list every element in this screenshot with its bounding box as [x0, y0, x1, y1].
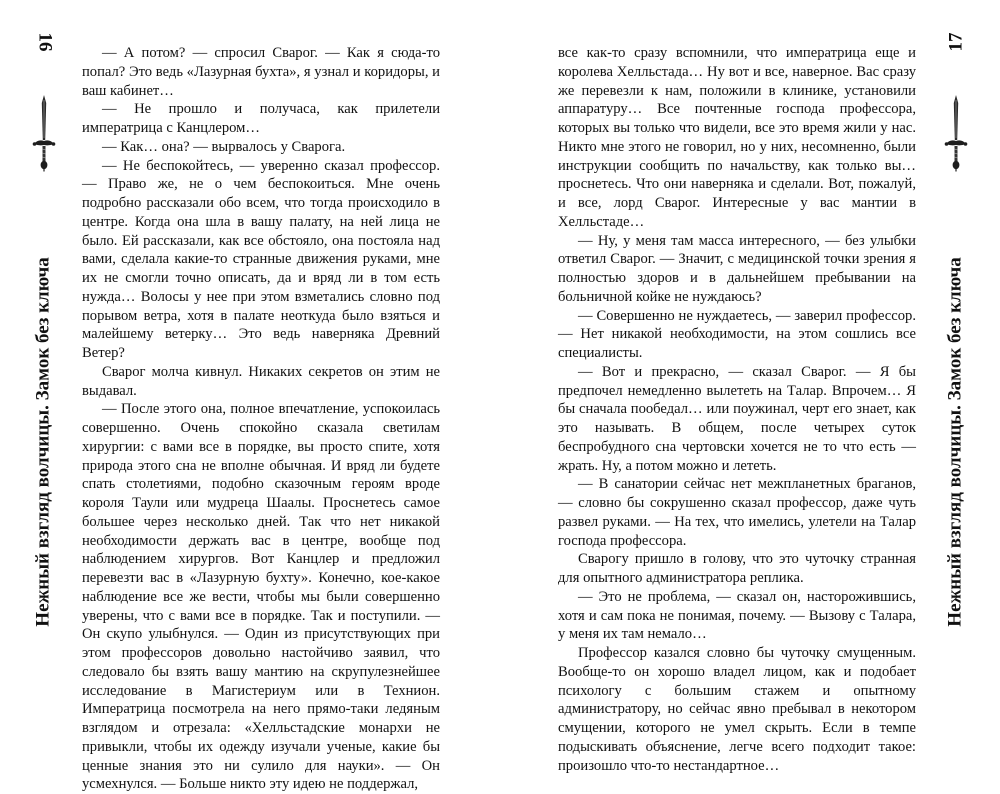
paragraph: — Вот и прекрасно, — сказал Сварог. — Я бы предпочел немедленно вылететь на Талар. Впрочем… Я бы сначала пообедал… или поужинал, черт его знает, как это называть. В общем, после четырех суток беспробудного сна чертовски хочется не то что есть — жрать. Ну, а потом можно и лететь.: [558, 363, 916, 474]
right-running-head: [936, 22, 976, 722]
paragraph: — В санатории сейчас нет межпланетных браганов, — словно бы сокрушенно сказал профессор, даже чуть развел руками. — На тех, что имелись, улетели на Талар господа профессора.: [558, 476, 916, 549]
paragraph: — Это не проблема, — сказал он, насторожившись, хотя и сам пока не понимая, почему. — Вызову с Талара, у меня их там немало…: [558, 588, 916, 643]
sword-icon: [944, 94, 968, 172]
right-body-text: [558, 44, 916, 775]
paragraph: — Не беспокойтесь, — уверенно сказал профессор. — Право же, не о чем беспокоиться. Мне очень подробно рассказали обо всем, что тогда происходило в центре. Когда она шла в вашу палату, на ней лица не было. Ей рассказали, как все обстояло, она постояла над вами, сделала какие-то странные движения руками, мне их не смогли точно описать, да и вряд ли в том есть нужда… Волосы у нее при этом взметались словно под порывом ветра, хотя в палате неоткуда было взяться и малейшему ветерку… Это ведь наверняка Древний Ветер?: [82, 157, 440, 361]
paragraph: Сварогу пришло в голову, что это чуточку странная для опытного администратора реплика.: [558, 551, 916, 586]
paragraph: — А потом? — спросил Сварог. — Как я сюда-то попал? Это ведь «Лазурная бухта», я узнал и коридоры, и ваш кабинет…: [82, 45, 440, 99]
paragraph: — Как… она? — вырвалось у Сварога.: [102, 138, 346, 155]
paragraph: Сварог молча кивнул. Никаких секретов он этим не выдавал.: [82, 363, 440, 399]
paragraph: — Совершенно не нуждаетесь, — заверил профессор. — Нет никакой необходимости, на этом сошлись все специалисты.: [558, 307, 916, 361]
running-title: Нежный взгляд волчицы. Замок без ключа: [945, 257, 967, 627]
sword-icon: [32, 94, 56, 172]
page-number: 17: [945, 32, 966, 52]
paragraph: — Ну, у меня там масса интересного, — без улыбки ответил Сварог. — Значит, с медицинской точки зрения я полностью здоров и в дальнейшем пребывании на больничной койке не нуждаюсь?: [558, 232, 916, 305]
running-title: Нежный взгляд волчицы. Замок без ключа: [33, 257, 55, 627]
paragraph: Профессор казался словно бы чуточку смущенным. Вообще-то он хорошо владел лицом, как и подобает психологу с большим стажем и опытному администратору, но сейчас явно пребывал в некотором смущении, которого не умел скрыть. Если в темпе подыскивать объяснение, легче всего подходит такое: произошло что-то нестандартное…: [558, 645, 916, 774]
paragraph: — После этого она, полное впечатление, успокоилась совершенно. Очень спокойно сказала светилам хирургии: с вами все в порядке, вы просто спите, хотя природа этого сна не вполне обычная. И вряд ли будете спать столетиями, подобно сказочным героям вроде короля Таули или мудреца Шаалы. Проснетесь самое большее через несколько дней. Так что нет никакой необходимости держать вас в центре, вообще под наблюдением хирургов. Вот Канцлер и предложил перевезти вас в «Лазурную бухту». Конечно, кое-какое наблюдение все же вести, чтобы мы были совершенно уверены, что с вами все в порядке. Так и поступили. — Он скупо улыбнулся. — Один из присутствующих при этом профессоров довольно настойчиво заявил, что следовало бы взять вашу мантию на скрупулезнейшее исследование в Магистериум или в Технион. Императрица посмотрела на него прямо-таки ледяным взглядом и отрезала: «Хелльстадские монархи не привыкли, чтобы их одежду изучали ученые, какие бы ценные знания это ни сулило для науки». — Он усмехнулся. — Больше никто эту идею не поддержал,: [82, 401, 440, 793]
page-number: 16: [34, 32, 55, 52]
left-body-text: [82, 44, 440, 794]
left-running-head: [24, 22, 64, 722]
paragraph-continued: все как-то сразу вспомнили, что императрица еще и королева Хелльстада… Ну вот и все, наверное. Вас сразу же перевезли к нам, положили в клинике, установили аппаратуру… Все почтенные господа профессора, которых вы только что видели, все это время жили у нас. Никто мне этого не говорил, но у них, несомненно, были инструкции сообщить по начальству, как только вы… проснетесь. Что они наверняка и сделали. Вот, пожалуй, и все, лорд Сварог. Интересные у вас мантии в Хелльстаде…: [558, 45, 916, 230]
right-page: [500, 0, 1000, 774]
paragraph: — Не прошло и получаса, как прилетели императрица с Канцлером…: [82, 101, 440, 136]
left-page: [0, 0, 500, 793]
